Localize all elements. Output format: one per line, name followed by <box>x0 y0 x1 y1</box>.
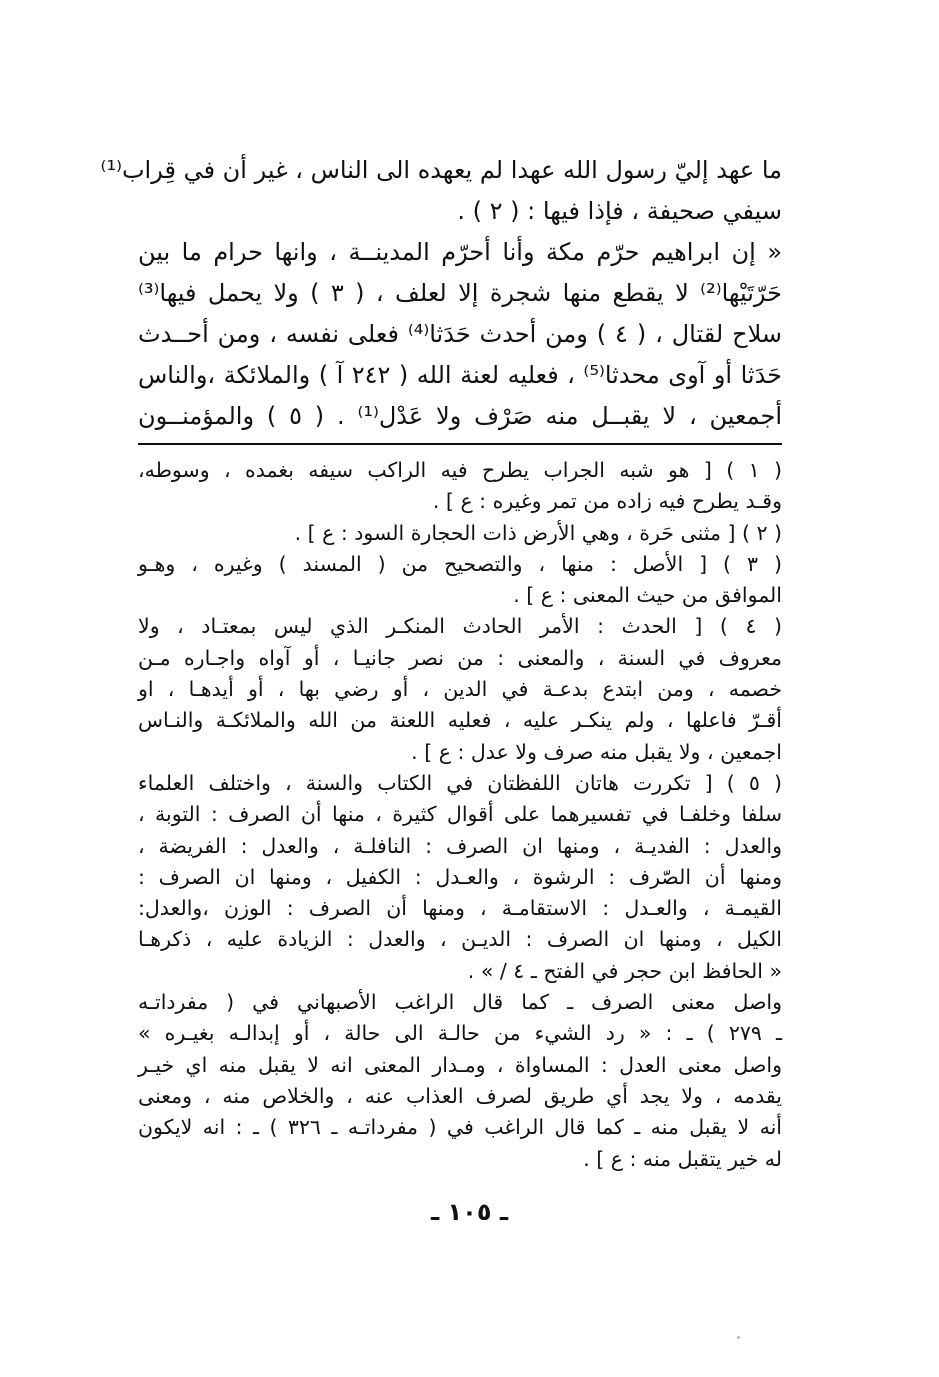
footnote-3 <box>138 549 782 612</box>
footnote-line: أقـرّ فاعلها ، ولم ينكـر عليه ، فعليه اللعنة من الله والملائكـة والنـاس <box>138 708 782 733</box>
footnote-4 <box>138 611 782 767</box>
footnote-line: ـ ٢٧٩ ) ـ : « رد الشيء من حالـة الى حالة ، أو إبدالـه بغيـره » <box>138 1021 782 1046</box>
main-text-line: حَدَثا أو آوى محدثا⁽⁵⁾ ، فعليه لعنة الله ( ٢٤٢ آ ) والملائكة ،والناس <box>138 361 783 389</box>
footnote-line: خصمه ، ومن ابتدع بدعـة في الدين ، أو رضي بها ، أو أيدهـا ، او <box>138 677 782 702</box>
text-block <box>100 150 783 1175</box>
footnote-line: أنه لا يقبل منه ـ كما قال الراغب في ( مفرداتـه ـ ٣٢٦ ) ـ : انه لايكون <box>138 1115 783 1140</box>
main-text-line: ما عهد إليّ رسول الله عهدا لم يعهده الى الناس ، غير أن في قِراب⁽¹⁾ <box>100 156 782 184</box>
main-text-line: حَرّتَيْها⁽²⁾ لا يقطع منها شجرة إلا لعلف ، ( ٣ ) ولا يحمل فيها⁽³⁾ <box>138 279 782 307</box>
footnote-line: ومنها أن الصّرف : الرشوة ، والعـدل : الكفيل ، ومنها ان الصرف : <box>138 864 782 889</box>
footnote-separator <box>138 443 782 445</box>
footnote-line: واصل معنى العدل : المساواة ، ومـدار المعنى انه لا يقبل منه اي خيـر <box>138 1052 782 1077</box>
scan-speck <box>737 1336 740 1339</box>
footnote-line: يقدمه ، ولا يجد أي طريق لصرف العذاب عنه ، والخلاص منه ، ومعنى <box>138 1083 782 1108</box>
footnote-line: ( ٣ ) [ الأصل : منها ، والتصحيح من ( المسند ) وغيره ، وهـو <box>138 551 783 576</box>
footnote-line: واصل معنى الصرف ـ كما قال الراغب الأصبهاني في ( مفرداتـه <box>138 990 782 1015</box>
footnote-line: له خير يتقبل منه : ع ] . <box>583 1146 782 1171</box>
footnote-line: ( ٤ ) [ الحدث : الأمر الحادث المنكـر الذي ليس بمعتـاد ، ولا <box>138 614 783 639</box>
page-number: ـ ١٠٥ ـ <box>430 1198 509 1226</box>
footnotes <box>138 455 782 1175</box>
main-text-line: « إن ابراهيم حرّم مكة وأنا أحرّم المدينــة ، وانها حرام ما بين <box>138 238 782 266</box>
footnote-line: ( ٢ ) [ مثنى حَرة ، وهي الأرض ذات الحجارة السود : ع ] . <box>294 520 782 545</box>
footnote-5 <box>138 768 782 1175</box>
footnote-line: ( ٥ ) [ تكررت هاتان اللفظتان في الكتاب والسنة ، واختلف العلماء <box>138 770 783 795</box>
main-text <box>100 150 783 437</box>
footnote-line: الموافق من حيث المعنى : ع ] . <box>513 583 782 608</box>
footnote-line: وقـد يطرح فيه زاده من تمر وغيره : ع ] . <box>432 489 782 514</box>
footnote-line: « الحافظ ابن حجر في الفتح ـ ٤ / » . <box>467 958 782 983</box>
footnote-2 <box>138 518 782 549</box>
main-text-line: أجمعين ، لا يقبــل منه صَرْف ولا عَدْل⁽¹⁾ . ( ٥ ) والمؤمنــون <box>138 402 782 430</box>
footnote-line: اجمعين ، ولا يقبل منه صرف ولا عدل : ع ] . <box>411 739 782 764</box>
footnote-line: القيمـة ، والعـدل : الاستقامـة ، ومنها أن الصرف : الوزن ،والعدل: <box>138 896 782 921</box>
footnote-line: والعدل : الفديـة ، ومنها ان الصرف : النافلـة ، والعدل : الفريضة ، <box>138 833 782 858</box>
footnote-line: سلفا وخلفـا في تفسيرهما على أقوال كثيرة ، منها أن الصرف : التوبة ، <box>138 802 782 827</box>
footnote-line: معروف في السنة ، والمعنى : من نصر جانيـا ، أو آواه واجـاره مـن <box>138 645 782 670</box>
main-text-line: سلاح لقتال ، ( ٤ ) ومن أحدث حَدَثا⁽⁴⁾ فعلى نفسه ، ومن أحــدث <box>138 320 783 348</box>
footnote-1 <box>138 455 782 518</box>
footnote-line: ( ١ ) [ هو شبه الجراب يطرح فيه الراكب سيفه بغمده ، وسوطه، <box>138 458 783 482</box>
main-text-line: سيفي صحيفة ، فإذا فيها : ( ٢ ) . <box>457 197 782 225</box>
footnote-line: الكيل ، ومنها ان الصرف : الديـن ، والعدل : الزيادة عليه ، ذكرهـا <box>138 927 782 952</box>
